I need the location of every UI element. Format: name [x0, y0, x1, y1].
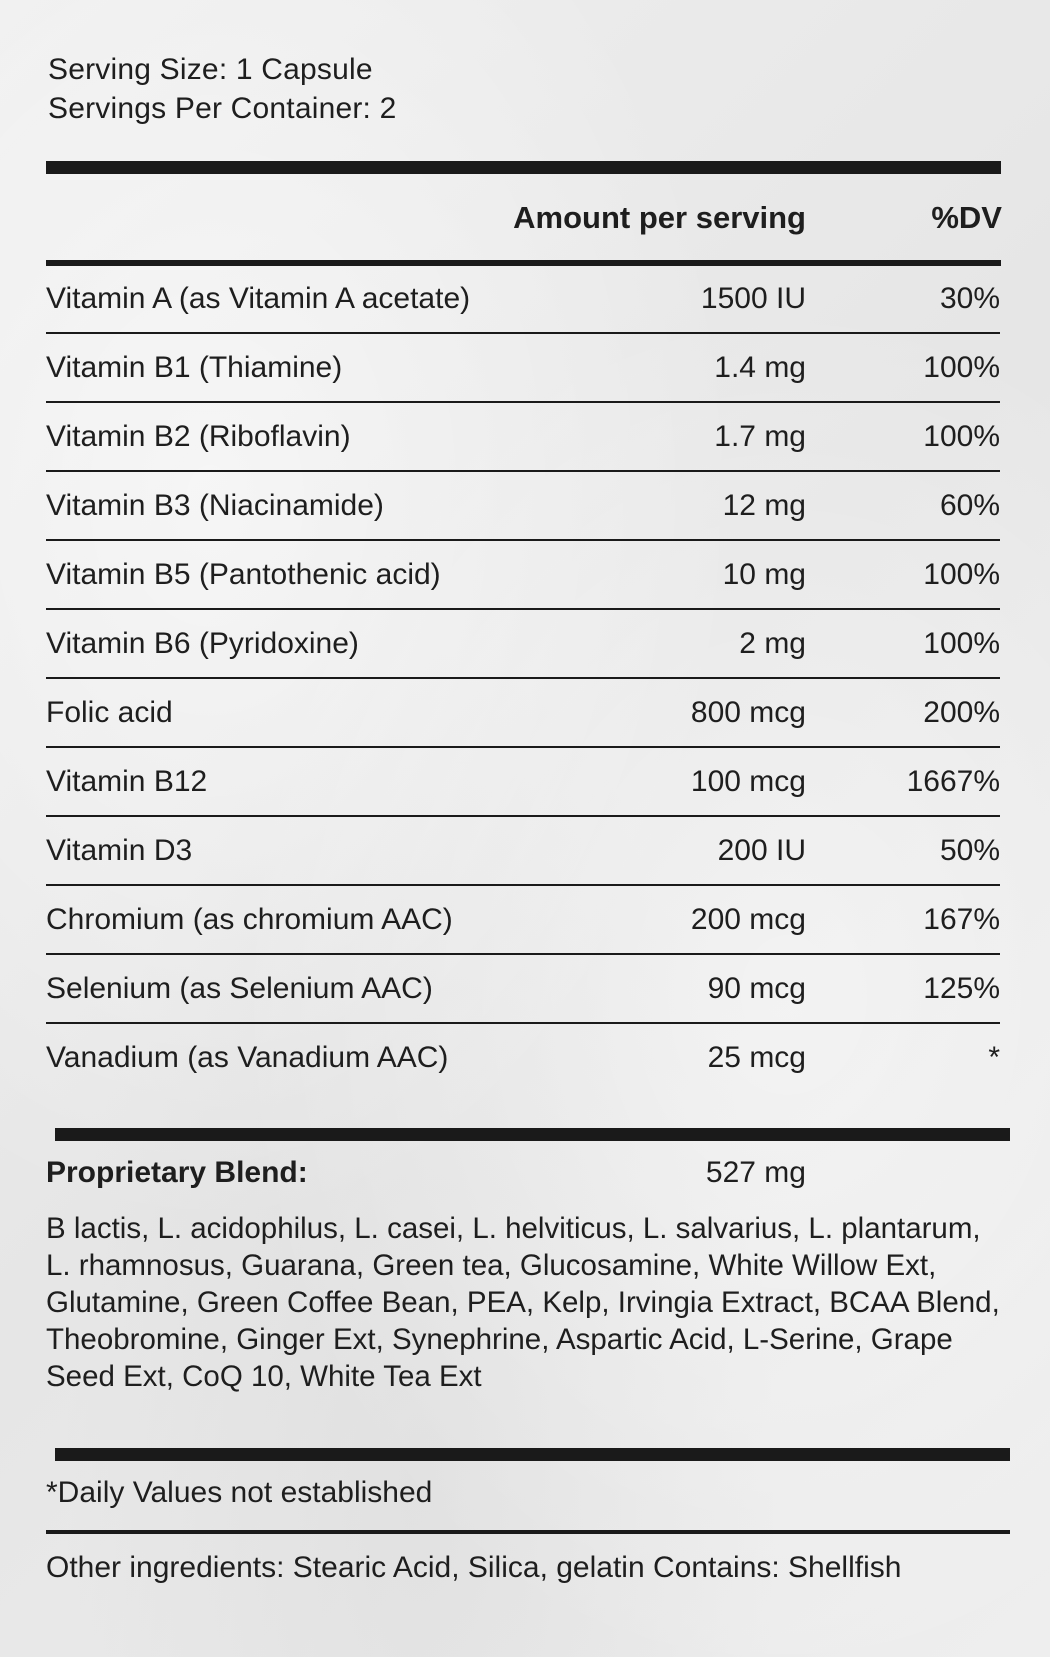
- amount-per-serving-header: Amount per serving: [513, 200, 806, 235]
- nutrient-dv: 125%: [923, 972, 1000, 1005]
- nutrient-amount: 25 mcg: [707, 1041, 806, 1074]
- nutrient-name: Vitamin B2 (Riboflavin): [46, 420, 351, 453]
- daily-values-footnote: *Daily Values not established: [46, 1476, 433, 1509]
- nutrient-amount: 200 mcg: [690, 903, 806, 936]
- nutrient-name: Vitamin D3: [46, 834, 193, 867]
- other-ingredients: Other ingredients: Stearic Acid, Silica, gelatin Contains: Shellfish: [46, 1551, 902, 1584]
- nutrient-dv: 200%: [923, 696, 1000, 729]
- serving-size: Serving Size: 1 Capsule: [48, 53, 373, 86]
- nutrient-row: [46, 748, 1000, 817]
- daily-value-header: %DV: [931, 200, 1002, 235]
- blend-thick-divider: [55, 1128, 1010, 1141]
- proprietary-blend-title: Proprietary Blend:: [46, 1156, 308, 1189]
- nutrient-row: [46, 265, 1000, 334]
- nutrient-name: Vitamin A (as Vitamin A acetate): [46, 282, 471, 315]
- nutrient-dv: 167%: [923, 903, 1000, 936]
- proprietary-blend-amount: 527 mg: [705, 1156, 806, 1189]
- nutrient-dv: 100%: [923, 420, 1000, 453]
- nutrient-dv: 30%: [939, 282, 1000, 315]
- nutrient-name: Vitamin B3 (Niacinamide): [46, 489, 384, 522]
- nutrient-amount: 90 mcg: [707, 972, 806, 1005]
- nutrient-dv: 60%: [939, 489, 1000, 522]
- nutrient-amount: 2 mg: [739, 627, 806, 660]
- footnote-thick-divider: [55, 1448, 1010, 1461]
- nutrient-row: [46, 334, 1000, 403]
- nutrient-name: Folic acid: [46, 696, 173, 729]
- nutrient-row: [46, 472, 1000, 541]
- top-thick-divider: [46, 161, 1001, 174]
- nutrient-amount: 100 mcg: [690, 765, 806, 798]
- column-header: [46, 194, 1002, 242]
- nutrient-row: [46, 886, 1000, 955]
- nutrient-row: [46, 1024, 1000, 1093]
- footnote-thin-divider: [46, 1530, 1010, 1534]
- nutrient-name: Chromium (as chromium AAC): [46, 903, 453, 936]
- nutrient-dv: *: [988, 1041, 1000, 1074]
- nutrient-amount: 800 mcg: [690, 696, 806, 729]
- nutrient-amount: 200 IU: [717, 834, 806, 867]
- nutrient-name: Vitamin B1 (Thiamine): [46, 351, 343, 384]
- nutrient-amount: 1500 IU: [700, 282, 806, 315]
- nutrient-row: [46, 403, 1000, 472]
- nutrient-row: [46, 955, 1000, 1024]
- nutrient-name: Vitamin B12: [46, 765, 208, 798]
- servings-per-container: Servings Per Container: 2: [48, 92, 397, 125]
- nutrient-amount: 12 mg: [722, 489, 806, 522]
- serving-info: [48, 50, 397, 128]
- proprietary-blend-ingredients: B lactis, L. acidophilus, L. casei, L. helviticus, L. salvarius, L. plantarum, L. rhamnosus, Guarana, Green tea, Glucosamine, White Willow Ext, Glutamine, Green Coffee Bean, PEA, Kelp, Irvingia Extract, BCAA Blend, Theobromine, Ginger Ext, Synephrine, Aspartic Acid, L-Serine, Grape Seed Ext, CoQ 10, White Tea Ext: [46, 1212, 1000, 1393]
- nutrient-row: [46, 817, 1000, 886]
- nutrient-row: [46, 679, 1000, 748]
- nutrient-dv: 100%: [923, 627, 1000, 660]
- nutrient-dv: 50%: [939, 834, 1000, 867]
- nutrient-row: [46, 610, 1000, 679]
- nutrient-name: Vitamin B5 (Pantothenic acid): [46, 558, 441, 591]
- nutrient-name: Vanadium (as Vanadium AAC): [46, 1041, 449, 1074]
- nutrient-amount: 1.4 mg: [714, 351, 806, 384]
- nutrient-table: [46, 265, 1000, 1093]
- nutrient-dv: 100%: [923, 558, 1000, 591]
- nutrient-row: [46, 541, 1000, 610]
- nutrient-name: Selenium (as Selenium AAC): [46, 972, 433, 1005]
- nutrient-amount: 1.7 mg: [714, 420, 806, 453]
- nutrient-name: Vitamin B6 (Pyridoxine): [46, 627, 359, 660]
- nutrient-dv: 100%: [923, 351, 1000, 384]
- nutrient-amount: 10 mg: [722, 558, 806, 591]
- nutrient-dv: 1667%: [906, 765, 1000, 798]
